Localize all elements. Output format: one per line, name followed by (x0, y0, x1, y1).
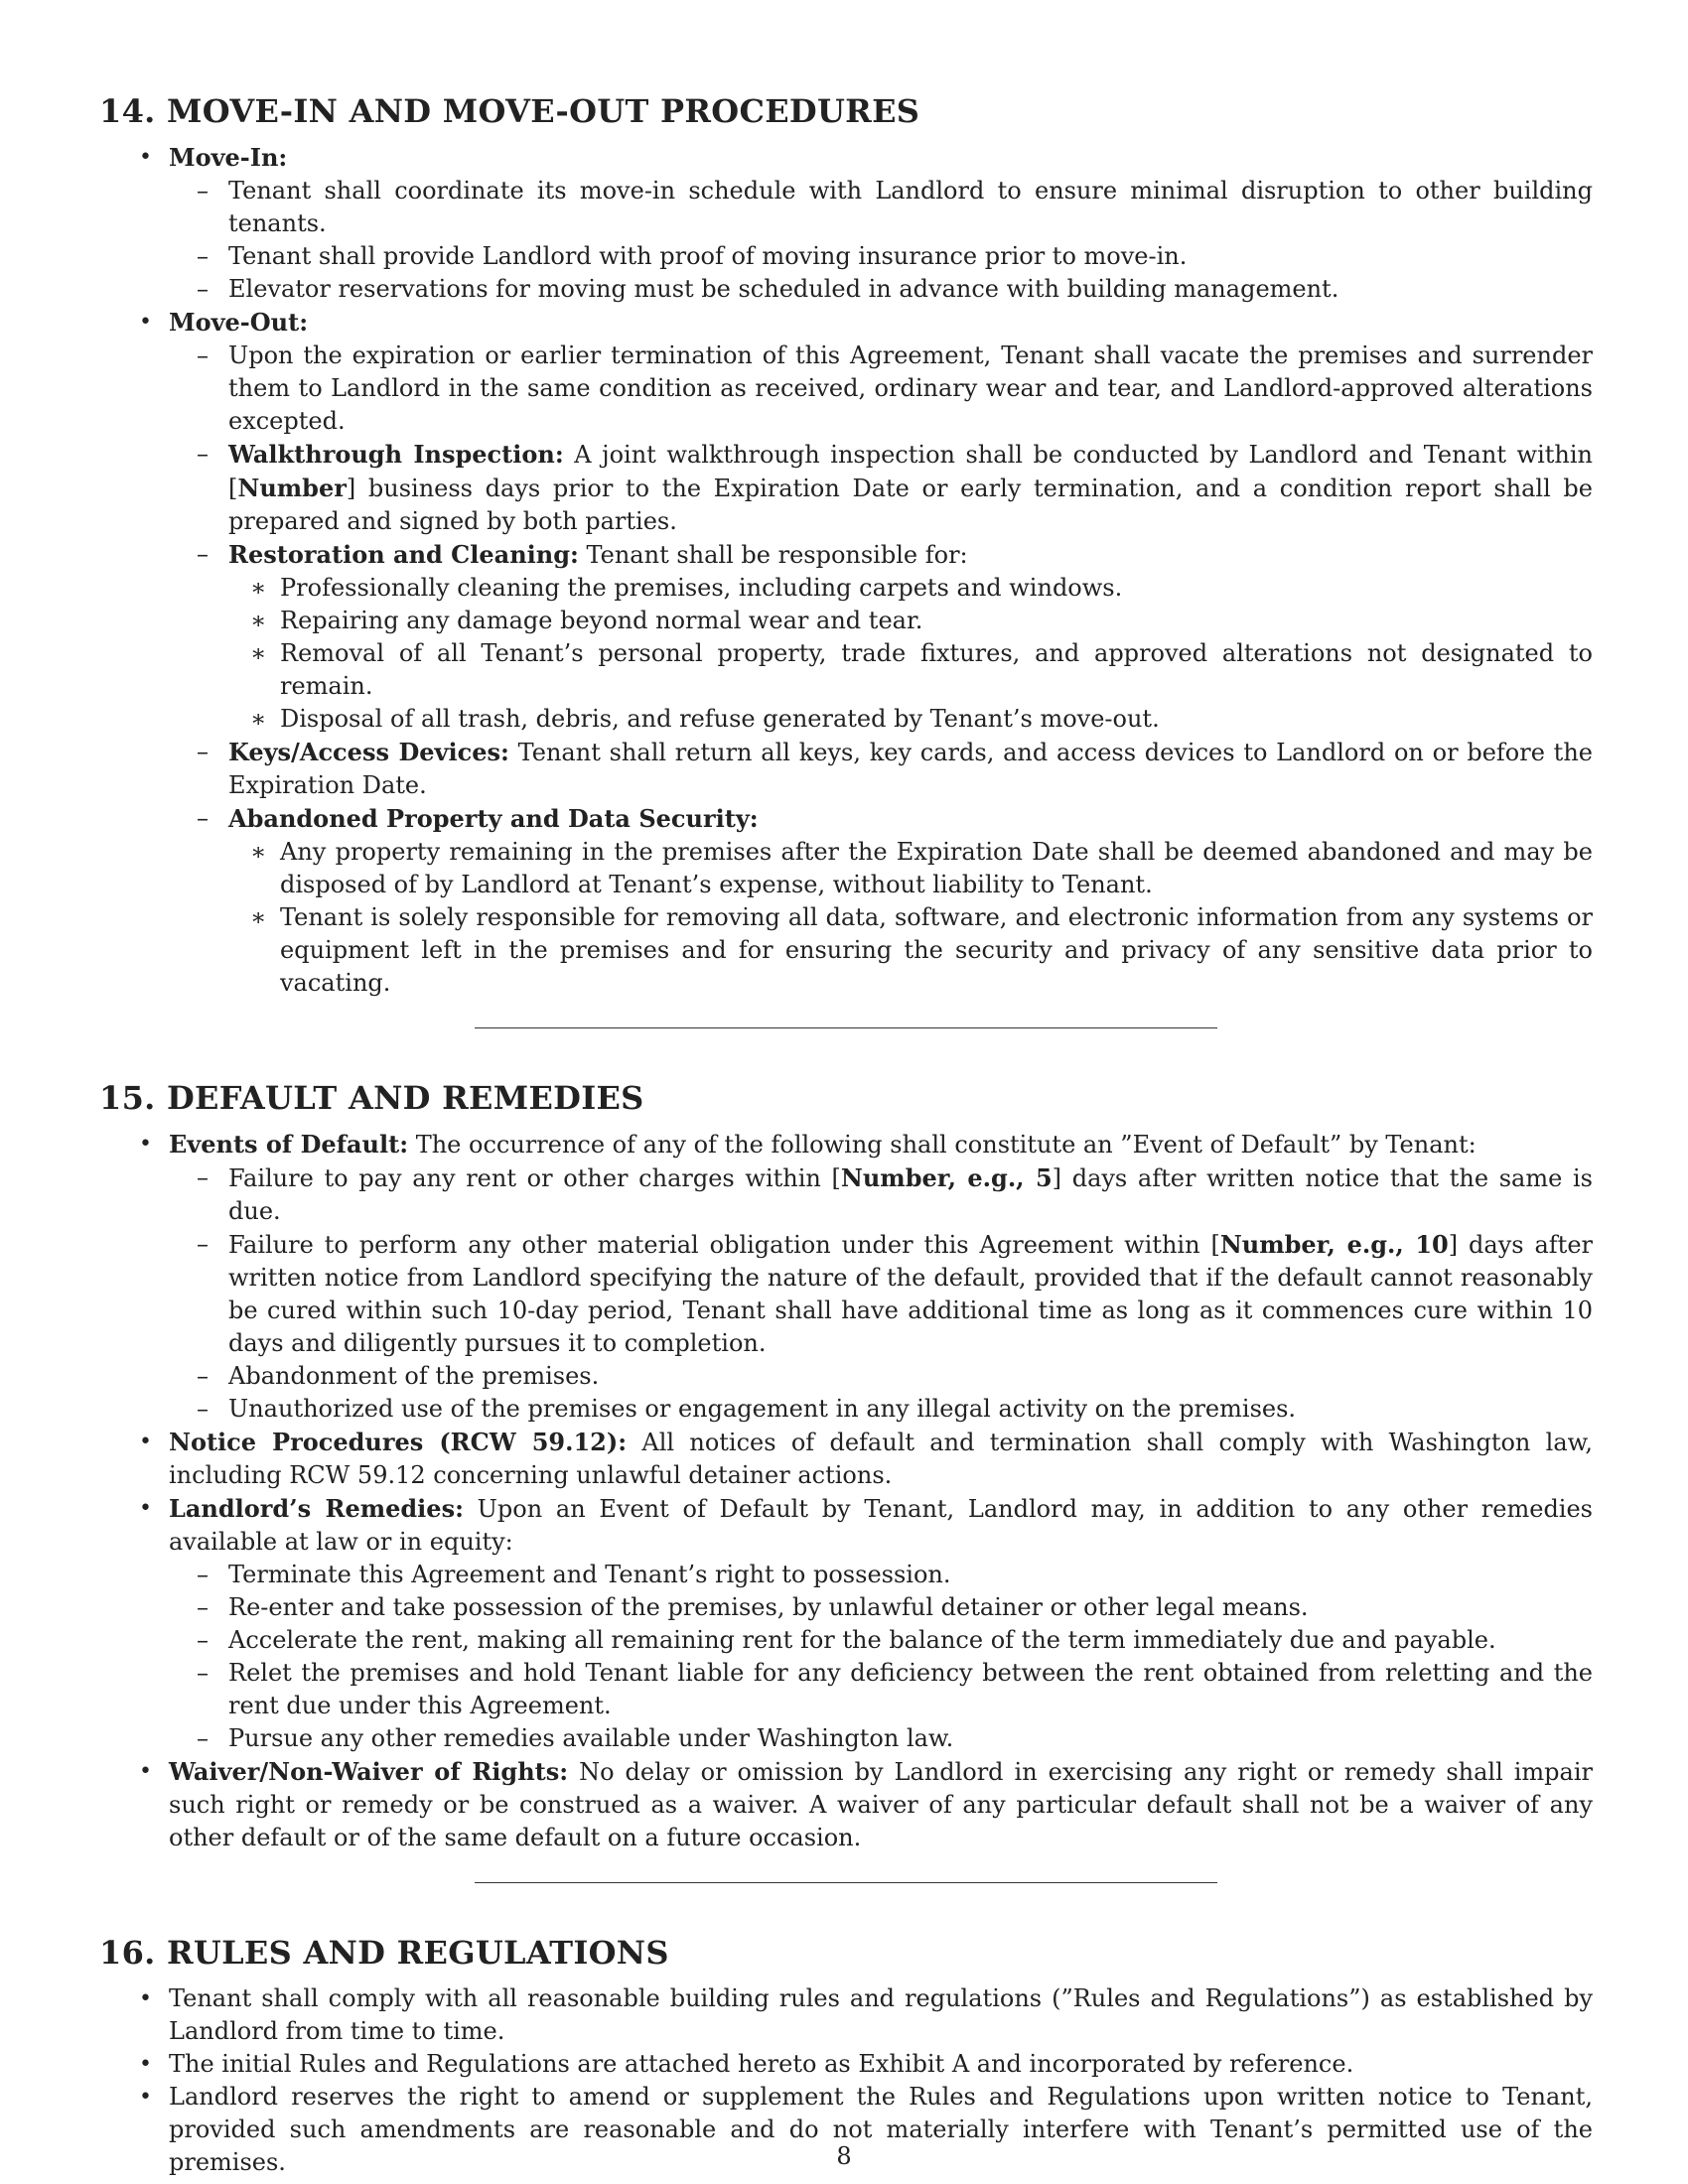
dash-marker: – (197, 540, 209, 568)
list-item (99, 240, 1593, 273)
list-item (99, 538, 1593, 572)
event-item-4: Unauthorized use of the premises or engagement in any illegal activity on the premises. (228, 1395, 1297, 1423)
list-item (99, 1161, 1593, 1228)
star-marker: ∗ (250, 903, 267, 931)
bullet-marker: • (139, 1759, 152, 1784)
star-marker: ∗ (250, 838, 267, 866)
list-item (99, 1624, 1593, 1657)
restoration-label: Restoration and Cleaning: (228, 540, 579, 569)
notice-paragraph (169, 1426, 1593, 1492)
walkthrough-label: Walkthrough Inspection: (228, 440, 564, 469)
list-item (99, 1228, 1593, 1360)
section-16-title: 16. RULES AND REGULATIONS (99, 1934, 669, 1972)
section-14-list (99, 141, 1593, 1000)
dash-marker: – (197, 1395, 209, 1423)
events-label: Events of Default: (169, 1130, 409, 1159)
list-item (99, 273, 1593, 306)
walkthrough-text-a: A joint walkthrough inspection shall be conducted by Landlord and Tenant within [ (228, 441, 1593, 502)
section-divider (475, 1882, 1217, 1883)
section-15-list (99, 1128, 1593, 1854)
remedy-item-2: Re-enter and take possession of the premises, by unlawful detainer or other legal means. (228, 1593, 1309, 1621)
event-item-2 (228, 1228, 1593, 1360)
keys-label: Keys/Access Devices: (228, 738, 509, 766)
remedies-label: Landlord’s Remedies: (169, 1494, 464, 1523)
notice-label: Notice Procedures (RCW 59.12): (169, 1428, 628, 1456)
list-item (99, 572, 1593, 605)
rules-item-2: The initial Rules and Regulations are attached hereto as Exhibit A and incorporated by reference. (169, 2050, 1354, 2078)
list-item (99, 1657, 1593, 1722)
walkthrough-placeholder: Number (237, 474, 347, 502)
restoration-item-3: Removal of all Tenant’s personal property, trade fixtures, and approved alterations not designated to remain. (280, 639, 1593, 700)
event-2-text-a: Failure to perform any other material obligation under this Agreement within [ (228, 1231, 1220, 1259)
list-item-notice (99, 1426, 1593, 1492)
list-item (99, 901, 1593, 1000)
bullet-marker: • (139, 1132, 152, 1157)
list-item (99, 438, 1593, 538)
section-divider (475, 1027, 1217, 1028)
bullet-marker: • (139, 2052, 152, 2077)
dash-marker: – (197, 177, 209, 205)
move-in-item-3: Elevator reservations for moving must be scheduled in advance with building management. (228, 275, 1339, 303)
list-item-move-out (99, 306, 1593, 340)
event-1-text-b: ] days after written notice that the same is due. (228, 1164, 1593, 1225)
remedy-item-4: Relet the premises and hold Tenant liable for any deficiency between the rent obtained from reletting and the rent due under this Agreement. (228, 1659, 1593, 1719)
bullet-marker: • (139, 1430, 152, 1454)
event-item-1 (228, 1161, 1593, 1228)
dash-marker: – (197, 804, 209, 832)
dash-marker: – (197, 1163, 209, 1191)
move-in-label: Move-In: (169, 143, 288, 172)
keys-paragraph (228, 736, 1593, 802)
list-item-remedies (99, 1492, 1593, 1559)
rules-item-3: Landlord reserves the right to amend or supplement the Rules and Regulations upon written notice to Tenant, provided such amendments are reasonable and do not materially interfere with Tenant’s permitted use of the premises. (169, 2083, 1593, 2176)
rules-item-1: Tenant shall comply with all reasonable building rules and regulations (”Rules and Regulations”) as established by Landlord from time to time. (169, 1984, 1593, 2045)
list-item (99, 637, 1593, 703)
restoration-item-4: Disposal of all trash, debris, and refuse generated by Tenant’s move-out. (280, 705, 1160, 733)
remedy-item-3: Accelerate the rent, making all remaining rent for the balance of the term immediately due and payable. (228, 1626, 1496, 1654)
list-item (99, 1393, 1593, 1426)
move-in-item-2: Tenant shall provide Landlord with proof of moving insurance prior to move-in. (228, 242, 1188, 270)
event-item-3: Abandonment of the premises. (228, 1362, 600, 1390)
walkthrough-text-b: ] business days prior to the Expiration Date or early termination, and a condition report shall be prepared and signed by both parties. (228, 475, 1593, 535)
abandoned-item-2: Tenant is solely responsible for removing all data, software, and electronic information from any systems or equipment left in the premises and for ensuring the security and privacy of any sensitive data prior to vacating. (280, 903, 1593, 997)
bullet-marker: • (139, 310, 152, 335)
list-item (99, 736, 1593, 802)
dash-marker: – (197, 242, 209, 270)
dash-marker: – (197, 1593, 209, 1621)
bullet-marker: • (139, 1496, 152, 1521)
list-item (99, 2048, 1593, 2081)
keys-text: Tenant shall return all keys, key cards, and access devices to Landlord on or before the Expiration Date. (228, 739, 1593, 799)
remedy-item-1: Terminate this Agreement and Tenant’s right to possession. (228, 1561, 951, 1588)
dash-marker: – (197, 341, 209, 369)
list-item (99, 836, 1593, 901)
list-item (99, 605, 1593, 637)
event-2-text-b: ] days after written notice from Landlord specifying the nature of the default, provided that if the default cannot reasonably be cured within such 10-day period, Tenant shall have additional time as long as it commences cure within 10 days and diligently pursues it to completion. (228, 1231, 1594, 1357)
section-15-title: 15. DEFAULT AND REMEDIES (99, 1079, 644, 1117)
dash-marker: – (197, 440, 209, 468)
abandoned-item-1: Any property remaining in the premises after the Expiration Date shall be deemed abandoned and may be disposed of by Landlord at Tenant’s expense, without liability to Tenant. (280, 838, 1593, 898)
list-item (99, 1559, 1593, 1591)
restoration-item-2: Repairing any damage beyond normal wear and tear. (280, 607, 923, 634)
dash-marker: – (197, 1561, 209, 1588)
move-out-label: Move-Out: (169, 308, 309, 337)
star-marker: ∗ (250, 574, 267, 602)
events-text: The occurrence of any of the following shall constitute an ”Event of Default” by Tenant: (408, 1131, 1477, 1159)
star-marker: ∗ (250, 639, 267, 667)
list-item (99, 703, 1593, 736)
star-marker: ∗ (250, 705, 267, 733)
restoration-paragraph (228, 538, 1593, 572)
dash-marker: – (197, 1230, 209, 1258)
section-14 (99, 91, 1593, 1000)
dash-marker: – (197, 1626, 209, 1654)
list-item (99, 1722, 1593, 1755)
waiver-paragraph (169, 1755, 1593, 1854)
event-1-text-a: Failure to pay any rent or other charges within [ (228, 1164, 841, 1192)
waiver-text: No delay or omission by Landlord in exercising any right or remedy shall impair such right or remedy or be construed as a waiver. A waiver of any particular default shall not be a waiver of any other default or of the same default on a future occasion. (169, 1758, 1593, 1851)
section-15 (99, 1078, 1593, 1854)
abandoned-label: Abandoned Property and Data Security: (228, 804, 759, 833)
list-item-waiver (99, 1755, 1593, 1854)
bullet-marker: • (139, 1986, 152, 2011)
document-page (99, 91, 1593, 2179)
dash-marker: – (197, 1659, 209, 1687)
list-item-events (99, 1128, 1593, 1161)
remedies-paragraph (169, 1492, 1593, 1559)
move-in-item-1: Tenant shall coordinate its move-in schedule with Landlord to ensure minimal disruption to other building tenants. (228, 177, 1593, 237)
dash-marker: – (197, 1362, 209, 1390)
page-number: 8 (836, 2142, 852, 2170)
dash-marker: – (197, 275, 209, 303)
section-14-title: 14. MOVE-IN AND MOVE-OUT PROCEDURES (99, 92, 920, 130)
list-item (99, 1982, 1593, 2048)
restoration-item-1: Professionally cleaning the premises, including carpets and windows. (280, 574, 1123, 602)
waiver-label: Waiver/Non-Waiver of Rights: (169, 1757, 569, 1786)
remedies-text: Upon an Event of Default by Tenant, Landlord may, in addition to any other remedies available at law or in equity: (169, 1495, 1593, 1556)
notice-text: All notices of default and termination shall comply with Washington law, including RCW 59.12 concerning unlawful detainer actions. (169, 1429, 1593, 1489)
dash-marker: – (197, 1724, 209, 1752)
move-out-item-1: Upon the expiration or earlier termination of this Agreement, Tenant shall vacate the premises and surrender them to Landlord in the same condition as received, ordinary wear and tear, and Landlord-approved alterations excepted. (228, 341, 1593, 435)
dash-marker: – (197, 738, 209, 765)
list-item (99, 1360, 1593, 1393)
event-1-placeholder: Number, e.g., 5 (840, 1163, 1053, 1192)
list-item (99, 802, 1593, 836)
star-marker: ∗ (250, 607, 267, 634)
bullet-marker: • (139, 2085, 152, 2110)
events-paragraph (169, 1128, 1593, 1161)
list-item (99, 340, 1593, 438)
walkthrough-paragraph (228, 438, 1593, 538)
list-item (99, 175, 1593, 240)
event-2-placeholder: Number, e.g., 10 (1219, 1230, 1449, 1259)
bullet-marker: • (139, 145, 152, 170)
list-item-move-in (99, 141, 1593, 175)
restoration-text: Tenant shall be responsible for: (578, 541, 968, 569)
list-item (99, 1591, 1593, 1624)
remedy-item-5: Pursue any other remedies available under Washington law. (228, 1724, 954, 1752)
